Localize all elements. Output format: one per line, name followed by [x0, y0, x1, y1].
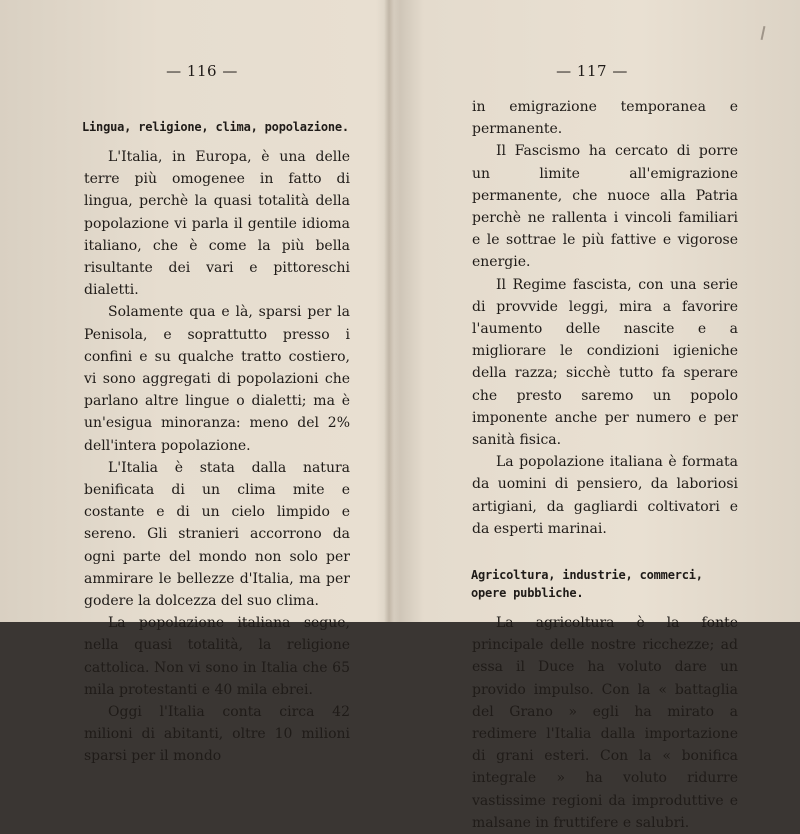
paragraph: Oggi l'Italia conta circa 42 milioni di abitanti, oltre 10 milioni sparsi per il mondo	[84, 704, 350, 765]
left-page-content	[84, 118, 350, 768]
left-page	[0, 0, 388, 765]
right-page	[392, 0, 800, 831]
paragraph-continuation: in emigrazione temporanea e permanente.	[472, 99, 738, 138]
paragraph: Il Fascismo ha cercato di porre un limite all'emigrazione permanente, che nuoce alla Patria perchè ne rallenta i vincoli familiari e le sottrae le più fattive e vigorose energie.	[472, 143, 738, 271]
paragraph: La agricoltura è la fonte principale delle nostre ricchezze; ad essa il Duce ha voluto dare un provido impulso. Con la « battaglia del Grano » egli ha mirato a redimere l'Italia dalla importazione di grani esteri. Con la « bonifica integrale » ha voluto ridurre vastissime regioni da improduttive e malsane in fruttifere e salubri.	[472, 615, 738, 831]
right-page-content	[472, 96, 738, 834]
paragraph: Il Regime fascista, con una serie di provvide leggi, mira a favorire l'aumento delle nascite e a migliorare le condizioni igieniche della razza; sicchè tutto fa sperare che presto saremo un popolo imponente anche per numero e per sanità fisica.	[472, 276, 738, 449]
paragraph: La popolazione italiana segue, nella quasi totalità, la religione cattolica. Non vi sono in Italia che 65 mila protestanti e 40 mila ebrei.	[84, 615, 350, 698]
paragraph: Solamente qua e là, sparsi per la Penisola, e soprattutto presso i confini e su qualche tratto costiero, vi sono aggregati di popolazioni che parlano altre lingue o dialetti; ma è un'esigua minoranza: meno del 2% dell'intera popolazione.	[84, 304, 350, 454]
page-number: — 117 —	[556, 62, 628, 80]
paragraph: L'Italia è stata dalla natura benificata di un clima mite e costante e di un cielo limpido e sereno. Gli stranieri accorrono da ogni parte del mondo non solo per ammirare le bellezze d'Italia, ma per godere la dolcezza del suo clima.	[84, 459, 350, 610]
paragraph: La popolazione italiana è formata da uomini di pensiero, da laboriosi artigiani, da gagliardi coltivatori e da esperti marinai.	[472, 454, 738, 537]
page-number: — 116 —	[166, 62, 238, 80]
paragraph: L'Italia, in Europa, è una delle terre più omogenee in fatto di lingua, perchè la quasi totalità della popolazione vi parla il gentile idioma italiano, che è come la più bella risultante dei vari e pittoreschi dialetti.	[84, 149, 350, 299]
section-heading: Lingua, religione, clima, popolazione.	[82, 120, 349, 134]
section-heading: Agricoltura, industrie, commerci, opere pubbliche.	[471, 568, 703, 601]
